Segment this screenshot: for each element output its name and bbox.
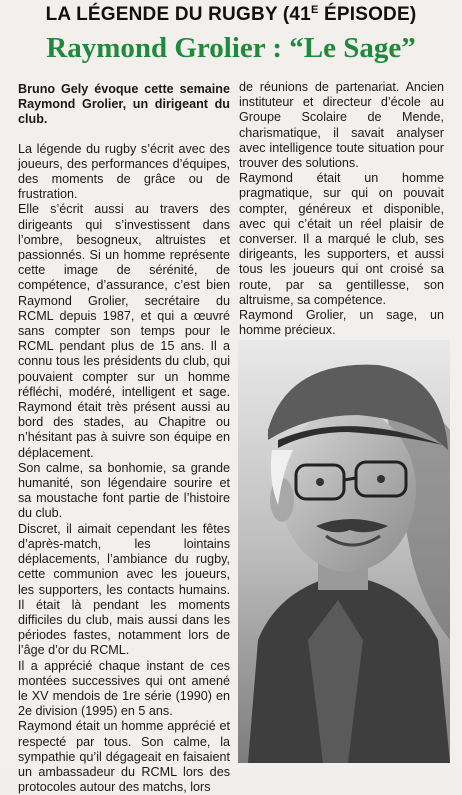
left-column — [18, 82, 230, 795]
body-paragraph: Raymond était un homme apprécié et respecté par tous. Son calme, la sympathie qu’il dégageait en faisaient un ambassadeur du RCML lors des protocoles autour des matchs, lors — [18, 719, 230, 795]
body-paragraph: Raymond était un homme pragmatique, sur qui on pouvait compter, généreux et disponible, avec qui c’était un réel plaisir de converser. Il a marqué le club, ses dirigeants, les supporters, et aussi tous les joueurs qui ont croisé sa route, par sa gentillesse, son altruisme, sa compétence. — [239, 171, 444, 307]
body-paragraph: Il a apprécié chaque instant de ces montées successives qui ont amené le XV mendois de 1re série (1990) en 2e division (1995) en 5 ans. — [18, 658, 230, 719]
right-column — [239, 80, 444, 338]
kicker-episode: ÉPISODE) — [318, 4, 417, 25]
portrait-photo — [238, 340, 450, 763]
body-paragraph: Elle s’écrit aussi au travers des dirigeants qui s’investissent dans l’ombre, besogneux, altruistes et passionnés. Si un homme représente cette image de sérénité, de compétence, d’assurance, c’est bien Raymond Grolier, secrétaire du RCML depuis 1987, et qui a œuvré sans compter son temps pour le RCML pendant plus de 15 ans. Il a connu tous les présidents du club, qui pouvaient compter sur un homme réfléchi, modéré, intelligent et sage. Raymond était très présent aussi au bord des stades, au Chapitre ou n’hésitant pas à suivre son équipe en déplacement. — [18, 202, 230, 460]
lead-paragraph: Bruno Gely évoque cette semaine Raymond Grolier, un dirigeant du club. — [18, 82, 230, 127]
headline: Raymond Grolier : “Le Sage” — [46, 32, 416, 64]
portrait-illustration — [238, 340, 450, 763]
body-paragraph: Discret, il aimait cependant les fêtes d’après-match, les lointains déplacements, l’ambiance du rugby, cette communion avec les joueurs, les supporters, les contacts humains. Il était là pendant les moments difficiles du club, mais aussi dans les périodes fastes, notamment lors de l’âge d’or du RCML. — [18, 521, 230, 658]
body-paragraph: Raymond Grolier, un sage, un homme précieux. — [239, 308, 444, 338]
kicker-superscript: E — [310, 4, 319, 16]
body-paragraph: La légende du rugby s’écrit avec des joueurs, des performances d’équipes, des moments de grâce ou de frustration. — [18, 141, 230, 202]
series-kicker — [0, 4, 462, 26]
kicker-text: LA LÉGENDE DU RUGBY (41 — [45, 4, 311, 25]
body-paragraph: Son calme, sa bonhomie, sa grande humanité, son légendaire sourire et sa moustache font partie de l’histoire du club. — [18, 460, 230, 521]
body-paragraph: de réunions de partenariat. Ancien instituteur et directeur d’école au Groupe Scolaire de Mende, charismatique, il savait analyser avec intelligence toute situation pour trouver des solutions. — [239, 80, 444, 171]
